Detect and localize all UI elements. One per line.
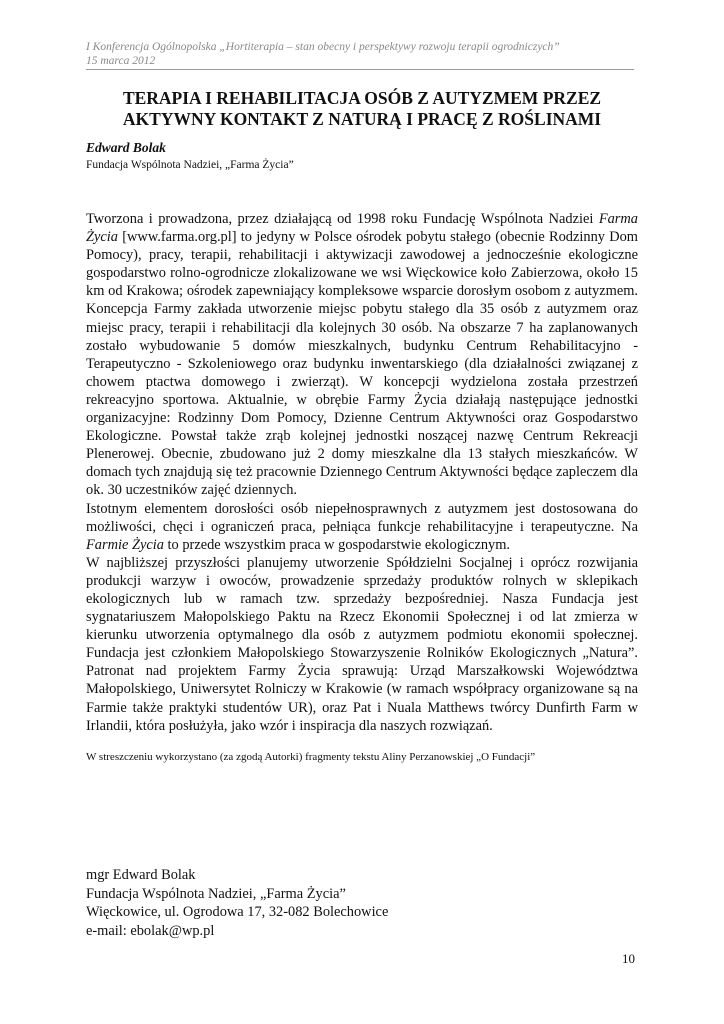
source-note: W streszczeniu wykorzystano (za zgodą Autorki) fragmenty tekstu Aliny Perzanowskiej „O Fundacji” bbox=[86, 751, 536, 763]
p1-text-a: Tworzona i prowadzona, przez działającą od 1998 roku Fundację Wspólnota Nadziei bbox=[86, 211, 599, 227]
author-name: Edward Bolak bbox=[86, 140, 166, 155]
paragraph-3: W najbliższej przyszłości planujemy utworzenie Spółdzielni Socjalnej i oprócz rozwijania produkcji warzyw i owoców, prowadzenie sprzedaży produktów rolnych w sklepikach ekologicznych lub w ramach tzw. sprzedaży bezpośredniej. Nasza Fundacja jest sygnatariuszem Małopolskiego Paktu na Rzecz Ekonomii Społecznej i od lat zmierza w kierunku utworzenia optymalnego dla osób z autyzmem podmiotu ekonomii społecznej. Fundacja jest członkiem Małopolskiego Stowarzyszenie Rolników Ekologicznych „Natura”. Patronat nad projektem Farmy Życia sprawują: Urząd Marszałkowski Województwa Małopolskiego, Uniwersytet Rolniczy w Krakowie (w ramach współpracy organizowane są na Farmie także praktyki studentów UR), oraz Pat i Nuala Matthews twórcy Dunfirth Farm w Irlandii, która posłużyła, jako wzór i inspiracja dla naszych rozwiązań. bbox=[86, 554, 638, 734]
header-date-line: 15 marca 2012 bbox=[86, 55, 156, 67]
p2-farm-name: Farmie Życia bbox=[86, 536, 164, 553]
p1-text-c: [www.farma.org.pl] to jedyny w Polsce ośrodek pobytu stałego (obecnie Rodzinny Dom Pomocy), pracy, terapii, rehabilitacji i aktywizacji zawodowej a jednocześnie ekologiczne gospodarstwo rolno-ogrodnicze zlokalizowane we wsi Więckowice koło Zabierzowa, około 15 km od Krakowa; ośrodek zapewniający kompleksowe wsparcie dorosłym osobom z autyzmem. Koncepcja Farmy zakłada utworzenie miejsc pobytu stałego dla 35 osób z autyzmem oraz miejsc pracy, terapii i rehabilitacji dla kolejnych 30 osób. Na obszarze 7 ha zaplanowanych zostało wybudowanie 5 domów mieszkalnych, budynku Centrum Rehabilitacyjno - Terapeutyczno - Szkoleniowego oraz budynku inwentarskiego (dla działalności związanej z chowem ptactwa domowego i zwierząt). W koncepcji wydzielona została przestrzeń rekreacyjno sportowa. Aktualnie, w obrębie Farmy Życia działają następujące jednostki organizacyjne: Rodzinny Dom Pomocy, Dzienne Centrum Aktywności oraz Gospodarstwo Ekologiczne. Powstał także zrąb kolejnej jednostki noszącej nazwę Centrum Rekreacji Plenerowej. Obecnie, zbudowano już 2 domy mieszkalne dla 13 stałych mieszkańców. W domach tych znajdują się też pracownie Dziennego Centrum Aktywności będące zapleczem dla ok. 30 uczestników zajęć dziennych. bbox=[86, 229, 638, 499]
title-line-1: TERAPIA I REHABILITACJA OSÓB Z AUTYZMEM PRZEZ bbox=[122, 88, 602, 108]
paragraph-1 bbox=[86, 210, 638, 500]
running-header bbox=[86, 40, 634, 70]
article-title bbox=[86, 88, 638, 130]
contact-block bbox=[86, 866, 388, 940]
paragraph-2 bbox=[86, 500, 638, 554]
p1-farm-name: Farma Życia bbox=[86, 211, 638, 246]
p2-text-a: Istotnym elementem dorosłości osób niepełnosprawnych z autyzmem jest dostosowana do możliwości, chęci i ograniczeń praca, pełniąca funkcje rehabilitacyjne i terapeutyczne. Na bbox=[86, 500, 638, 535]
author-affiliation: Fundacja Wspólnota Nadziei, „Farma Życia” bbox=[86, 159, 294, 171]
p2-text-c: to przede wszystkim praca w gospodarstwie ekologicznym. bbox=[163, 536, 511, 553]
contact-organization: Fundacja Wspólnota Nadziei, „Farma Życia” bbox=[86, 885, 346, 902]
title-line-2: AKTYWNY KONTAKT Z NATURĄ I PRACĘ Z ROŚLINAMI bbox=[122, 109, 602, 129]
header-conference-line: I Konferencja Ogólnopolska „Hortiterapia – stan obecny i perspektywy rozwoju terapii ogrodniczych” bbox=[86, 41, 560, 53]
article-body bbox=[86, 210, 638, 735]
page-number: 10 bbox=[622, 951, 635, 966]
contact-name: mgr Edward Bolak bbox=[86, 867, 196, 883]
contact-address: Więckowice, ul. Ogrodowa 17, 32-082 Bolechowice bbox=[86, 904, 389, 920]
contact-email: e-mail: ebolak@wp.pl bbox=[86, 922, 215, 939]
